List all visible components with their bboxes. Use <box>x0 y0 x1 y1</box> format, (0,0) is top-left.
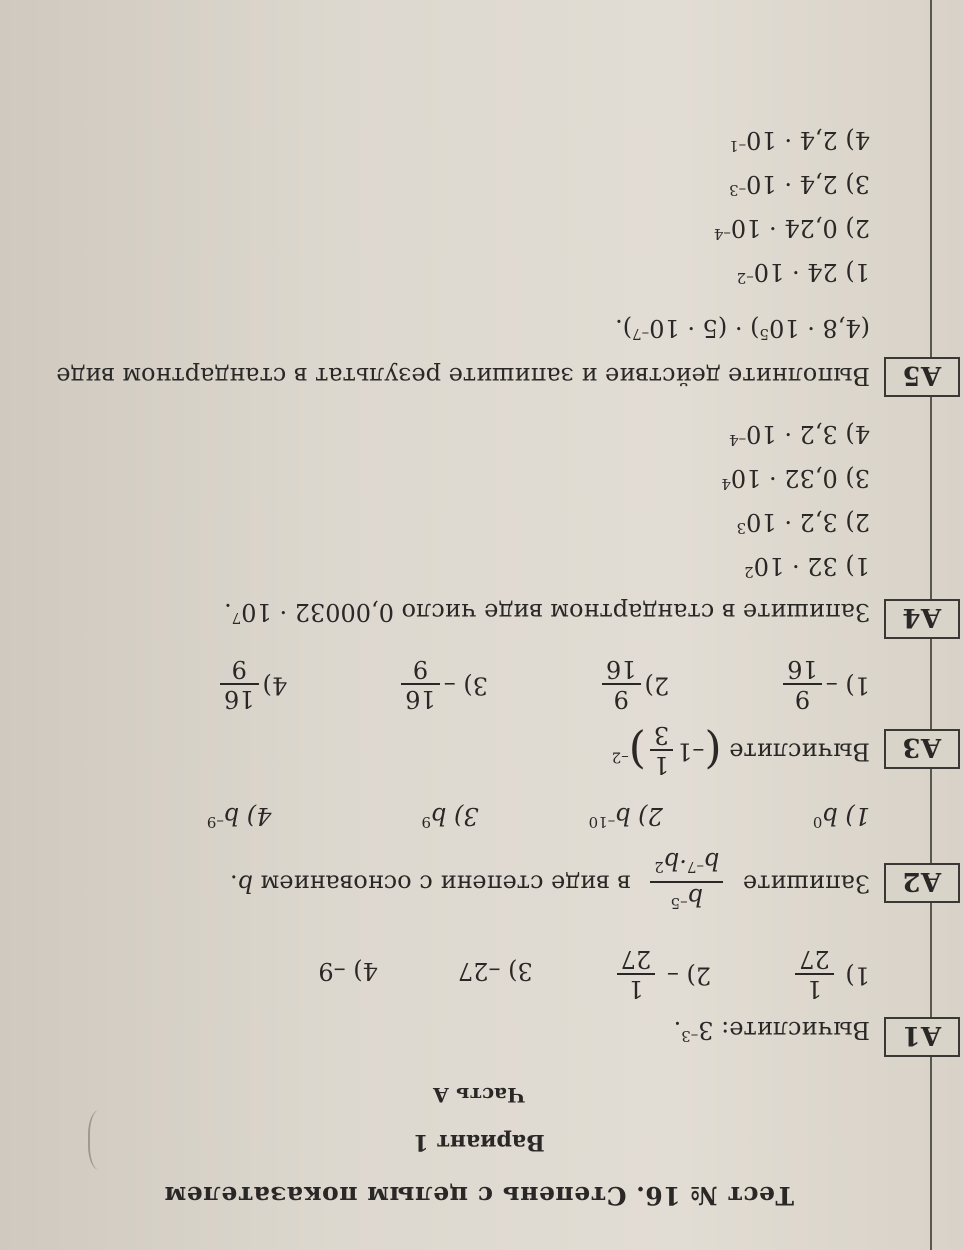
fraction-denominator: 16 <box>606 655 637 683</box>
answer-exponent: –1 <box>729 137 747 155</box>
answer-option-1 <box>791 939 870 1003</box>
answer-options <box>44 939 870 1003</box>
answer-base: 2) 0,24 · 10 <box>730 214 870 242</box>
fraction-denominator: 9 <box>412 655 429 683</box>
prompt-end: . <box>673 1016 682 1044</box>
task-label: А5 <box>884 357 960 397</box>
prompt-text-2: в виде степени с основанием <box>260 869 631 898</box>
var-b: b <box>687 883 704 911</box>
task-a5 <box>44 121 942 393</box>
answer-number: 2) <box>644 671 670 700</box>
answer-option-3 <box>397 655 488 713</box>
answer-base: 4) b <box>223 802 272 830</box>
mixed-integer: –1 <box>677 737 705 766</box>
answer-exponent: 9 <box>421 813 431 831</box>
fraction-numerator <box>650 881 723 917</box>
mixed-fraction <box>650 721 673 779</box>
task-prompt <box>44 847 870 917</box>
answer-option-2 <box>44 209 870 253</box>
task-a1 <box>44 939 942 1053</box>
fraction-numerator: 16 <box>220 683 259 713</box>
answer-options <box>44 799 870 839</box>
task-a4 <box>44 415 942 635</box>
fraction-denominator <box>650 847 723 881</box>
answer-base: 2) 3,2 · 10 <box>746 508 870 536</box>
part-title: Часть А <box>432 1083 526 1107</box>
answer-base: 3) 2,4 · 10 <box>746 170 870 198</box>
answer-exponent: –4 <box>713 225 731 243</box>
answer-option-3 <box>421 799 478 839</box>
outer-exponent: –2 <box>611 748 629 767</box>
expr-part-b: ) · (5 · 10 <box>649 314 760 342</box>
answer-number: 3) – <box>443 671 488 700</box>
answer-base: 2) b <box>615 802 663 830</box>
exponent: –7 <box>686 858 704 876</box>
prompt-exponent: 7 <box>231 609 242 627</box>
answer-base: 1) 24 · 10 <box>753 258 870 286</box>
task-label: А2 <box>884 863 960 903</box>
answer-exponent: 3 <box>736 519 747 537</box>
expr-exponent-b: –7 <box>632 325 650 343</box>
fraction-numerator: 1 <box>617 973 656 1003</box>
answer-option-1 <box>779 655 870 713</box>
prompt-end: . <box>229 869 238 898</box>
answer-exponent: –2 <box>736 269 754 287</box>
fraction-numerator: 9 <box>783 683 822 713</box>
answer-option-1 <box>44 547 870 591</box>
prompt-end: . <box>224 598 232 626</box>
answer-option-3 <box>44 459 870 503</box>
answer-fraction <box>617 945 656 1003</box>
task-prompt <box>44 721 870 779</box>
answer-options <box>44 121 870 297</box>
answer-exponent: –10 <box>588 813 616 831</box>
answer-number: 1) – <box>825 671 870 700</box>
fraction-denominator: 27 <box>620 945 652 973</box>
answer-exponent: –3 <box>729 181 747 199</box>
answer-base: 3) b <box>430 802 479 830</box>
task-expression <box>44 311 870 351</box>
answer-base: 4) 2,4 · 10 <box>746 126 870 154</box>
answer-option-2 <box>613 939 711 1003</box>
answer-number: 4) <box>262 671 288 700</box>
prompt-variable: b <box>237 869 253 898</box>
variant-title: Вариант 1 <box>413 1129 545 1155</box>
answer-option-4 <box>44 121 870 165</box>
task-prompt: Выполните действие и запишите результат в стандартном виде <box>56 362 870 390</box>
answer-base: 3) 0,32 · 10 <box>730 464 870 492</box>
task-prompt <box>44 1013 870 1053</box>
answer-option-2 <box>589 799 663 839</box>
task-label: А1 <box>884 1017 960 1057</box>
answer-base: 1) 32 · 10 <box>753 552 870 580</box>
answer-fraction <box>602 655 641 713</box>
answer-number: 1) <box>845 961 870 990</box>
open-paren: ( <box>704 725 722 776</box>
close-paren: ) <box>628 725 646 776</box>
fraction-denominator: 9 <box>231 655 247 683</box>
task-a3 <box>44 655 942 779</box>
exponent: 2 <box>654 858 664 876</box>
answer-base: 4) 3,2 · 10 <box>746 420 870 448</box>
prompt-exponent: –3 <box>681 1027 699 1045</box>
answer-fraction <box>795 945 834 1003</box>
task-label: А3 <box>884 729 960 769</box>
answer-number: 2) – <box>666 961 712 990</box>
answer-exponent: –4 <box>729 431 747 449</box>
prompt-text: Запишите <box>742 869 870 898</box>
test-title: Тест № 16. Степень с целым показателем <box>164 1181 794 1210</box>
exponent: –5 <box>670 894 688 912</box>
answer-exponent: 0 <box>812 813 823 831</box>
answer-fraction <box>401 655 440 713</box>
prompt-text: Вычислите: 3 <box>698 1016 870 1044</box>
expr-part-a: (4,8 · 10 <box>769 314 870 342</box>
answer-option-1 <box>813 799 870 839</box>
fraction-numerator: 1 <box>650 749 673 779</box>
fraction-denominator: 27 <box>799 945 830 973</box>
answer-option-4 <box>207 799 272 839</box>
var-b: ·b <box>663 847 687 875</box>
prompt-fraction <box>650 847 723 917</box>
answer-exponent: –9 <box>206 813 224 831</box>
answer-option-4 <box>216 655 287 713</box>
answer-exponent: 2 <box>744 563 754 581</box>
var-b: b <box>703 847 720 875</box>
answer-fraction <box>783 655 822 713</box>
fraction-numerator: 1 <box>795 973 834 1003</box>
fraction-numerator: 9 <box>602 683 641 713</box>
answer-option-2 <box>44 503 870 547</box>
answer-option-3 <box>44 165 870 209</box>
fraction-numerator: 16 <box>401 683 440 713</box>
prompt-text: Вычислите <box>729 737 870 766</box>
answer-options <box>44 655 870 713</box>
expr-part-c: ). <box>615 314 633 342</box>
prompt-text: Запишите в стандартном виде число 0,00032 · 10 <box>241 598 870 626</box>
answer-option-4: 4) –9 <box>318 957 378 985</box>
answer-exponent: 4 <box>721 475 731 493</box>
pencil-mark <box>88 1110 116 1170</box>
task-prompt <box>44 595 870 635</box>
fraction-denominator: 3 <box>653 721 670 749</box>
expr-exponent-a: 5 <box>759 325 770 343</box>
page-content <box>44 30 942 1210</box>
answer-option-1 <box>44 253 870 297</box>
task-a2 <box>44 799 942 917</box>
answer-options <box>44 415 870 591</box>
task-label: А4 <box>884 599 960 639</box>
answer-option-3: 3) –27 <box>457 957 533 985</box>
answer-base: 1) b <box>822 802 870 830</box>
answer-option-4 <box>44 415 870 459</box>
answer-fraction <box>220 655 259 713</box>
fraction-denominator: 16 <box>787 655 818 683</box>
answer-option-2 <box>598 655 669 713</box>
